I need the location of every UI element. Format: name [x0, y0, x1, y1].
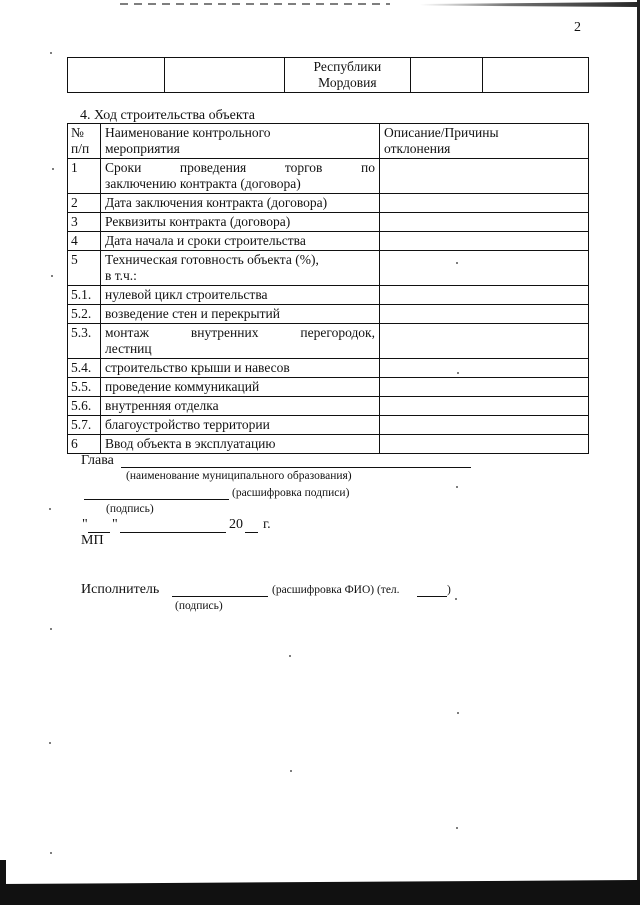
row-name-line: в т.ч.: — [105, 268, 137, 283]
date-quote-close: " — [112, 517, 118, 532]
scan-speck — [289, 655, 291, 657]
previous-table-fragment — [67, 57, 589, 93]
executor-decoding-caption: (расшифровка ФИО) (тел. — [272, 584, 400, 596]
row-name: благоустройство территории — [101, 416, 380, 435]
scan-speck — [455, 598, 457, 600]
header-text-line: № — [71, 125, 84, 140]
row-name: Реквизиты контракта (договора) — [101, 213, 380, 232]
executor-label: Исполнитель — [81, 582, 160, 597]
table-row — [68, 416, 589, 435]
row-description — [380, 251, 589, 286]
row-name: Дата начала и сроки строительства — [101, 232, 380, 251]
table-row — [68, 324, 589, 359]
executor-phone-line — [417, 596, 447, 597]
date-quote-open: " — [82, 517, 88, 532]
table-row — [68, 359, 589, 378]
table-row — [68, 397, 589, 416]
table-row — [68, 305, 589, 324]
row-number: 5.1. — [68, 286, 101, 305]
scan-artifact-bottom-edge — [0, 880, 640, 905]
row-name: нулевой цикл строительства — [101, 286, 380, 305]
date-month-line — [120, 532, 226, 533]
row-number: 3 — [68, 213, 101, 232]
row-name: внутренняя отделка — [101, 397, 380, 416]
scan-speck — [456, 486, 458, 488]
executor-close-paren: ) — [447, 584, 451, 596]
row-description — [380, 397, 589, 416]
cell-text-line: Республики — [313, 59, 382, 74]
scan-speck — [50, 628, 52, 630]
row-name-line: лестниц — [105, 341, 152, 356]
table-row — [68, 213, 589, 232]
construction-progress-table — [67, 123, 589, 454]
row-name-line: монтаж внутренних перегородок, — [105, 325, 375, 340]
row-number: 5.3. — [68, 324, 101, 359]
date-year-prefix: 20 — [229, 517, 243, 532]
header-text-line: Описание/Причины — [384, 125, 499, 140]
row-name: строительство крыши и навесов — [101, 359, 380, 378]
date-year-line — [245, 532, 258, 533]
table-cell — [164, 58, 284, 93]
row-name-line: Техническая готовность объекта (%), — [105, 252, 319, 267]
row-name: проведение коммуникаций — [101, 378, 380, 397]
cell-text-line: Мордовия — [318, 75, 377, 90]
scan-speck — [49, 508, 51, 510]
row-name — [101, 251, 380, 286]
row-name — [101, 159, 380, 194]
table-row — [68, 378, 589, 397]
row-description — [380, 232, 589, 251]
scan-speck — [49, 742, 51, 744]
row-description — [380, 213, 589, 232]
row-description — [380, 435, 589, 454]
row-number: 2 — [68, 194, 101, 213]
row-name: Дата заключения контракта (договора) — [101, 194, 380, 213]
table-row — [68, 435, 589, 454]
executor-signature-line — [172, 596, 268, 597]
scan-artifact-left-corner — [0, 860, 6, 905]
signature-caption: (подпись) — [106, 503, 154, 515]
row-number: 6 — [68, 435, 101, 454]
table-cell — [285, 58, 411, 93]
header-text-line: отклонения — [384, 141, 451, 156]
row-number: 5.5. — [68, 378, 101, 397]
column-header-description — [380, 124, 589, 159]
municipality-caption: (наименование муниципального образования) — [126, 470, 352, 482]
table-cell — [410, 58, 483, 93]
row-description — [380, 416, 589, 435]
table-row — [68, 251, 589, 286]
row-name — [101, 324, 380, 359]
row-description — [380, 305, 589, 324]
table-row — [68, 58, 589, 93]
table-row — [68, 194, 589, 213]
page-number: 2 — [574, 20, 581, 35]
header-text-line: п/п — [71, 141, 90, 156]
column-header-number — [68, 124, 101, 159]
row-description — [380, 159, 589, 194]
row-name-line: Сроки проведения торгов по — [105, 160, 375, 175]
scan-speck — [457, 712, 459, 714]
row-name: Ввод объекта в эксплуатацию — [101, 435, 380, 454]
row-number: 5.7. — [68, 416, 101, 435]
table-header-row — [68, 124, 589, 159]
row-name: возведение стен и перекрытий — [101, 305, 380, 324]
scan-artifact-top — [420, 2, 640, 7]
table-row — [68, 286, 589, 305]
signature-line — [84, 499, 229, 500]
header-text-line: мероприятия — [105, 141, 180, 156]
scan-speck — [51, 275, 53, 277]
table-cell — [68, 58, 165, 93]
row-description — [380, 286, 589, 305]
head-label: Глава — [81, 453, 114, 468]
scan-artifact-top-dashes — [120, 3, 390, 5]
column-header-name — [101, 124, 380, 159]
row-number: 5.2. — [68, 305, 101, 324]
row-description — [380, 324, 589, 359]
scan-speck — [50, 852, 52, 854]
executor-signature-caption: (подпись) — [175, 600, 223, 612]
table-cell — [483, 58, 589, 93]
scan-speck — [290, 770, 292, 772]
row-description — [380, 378, 589, 397]
row-number: 5.4. — [68, 359, 101, 378]
stamp-label: МП — [81, 533, 104, 548]
date-year-suffix: г. — [263, 517, 271, 532]
row-number: 5 — [68, 251, 101, 286]
table-row — [68, 159, 589, 194]
section-heading: 4. Ход строительства объекта — [80, 108, 255, 123]
scan-speck — [50, 52, 52, 54]
decoding-caption: (расшифровка подписи) — [232, 487, 350, 499]
row-name-line: заключению контракта (договора) — [105, 176, 301, 191]
row-number: 4 — [68, 232, 101, 251]
scan-speck — [52, 168, 54, 170]
row-number: 1 — [68, 159, 101, 194]
municipality-line — [121, 467, 471, 468]
row-description — [380, 194, 589, 213]
scan-speck — [456, 827, 458, 829]
row-number: 5.6. — [68, 397, 101, 416]
header-text-line: Наименование контрольного — [105, 125, 271, 140]
table-row — [68, 232, 589, 251]
row-description — [380, 359, 589, 378]
